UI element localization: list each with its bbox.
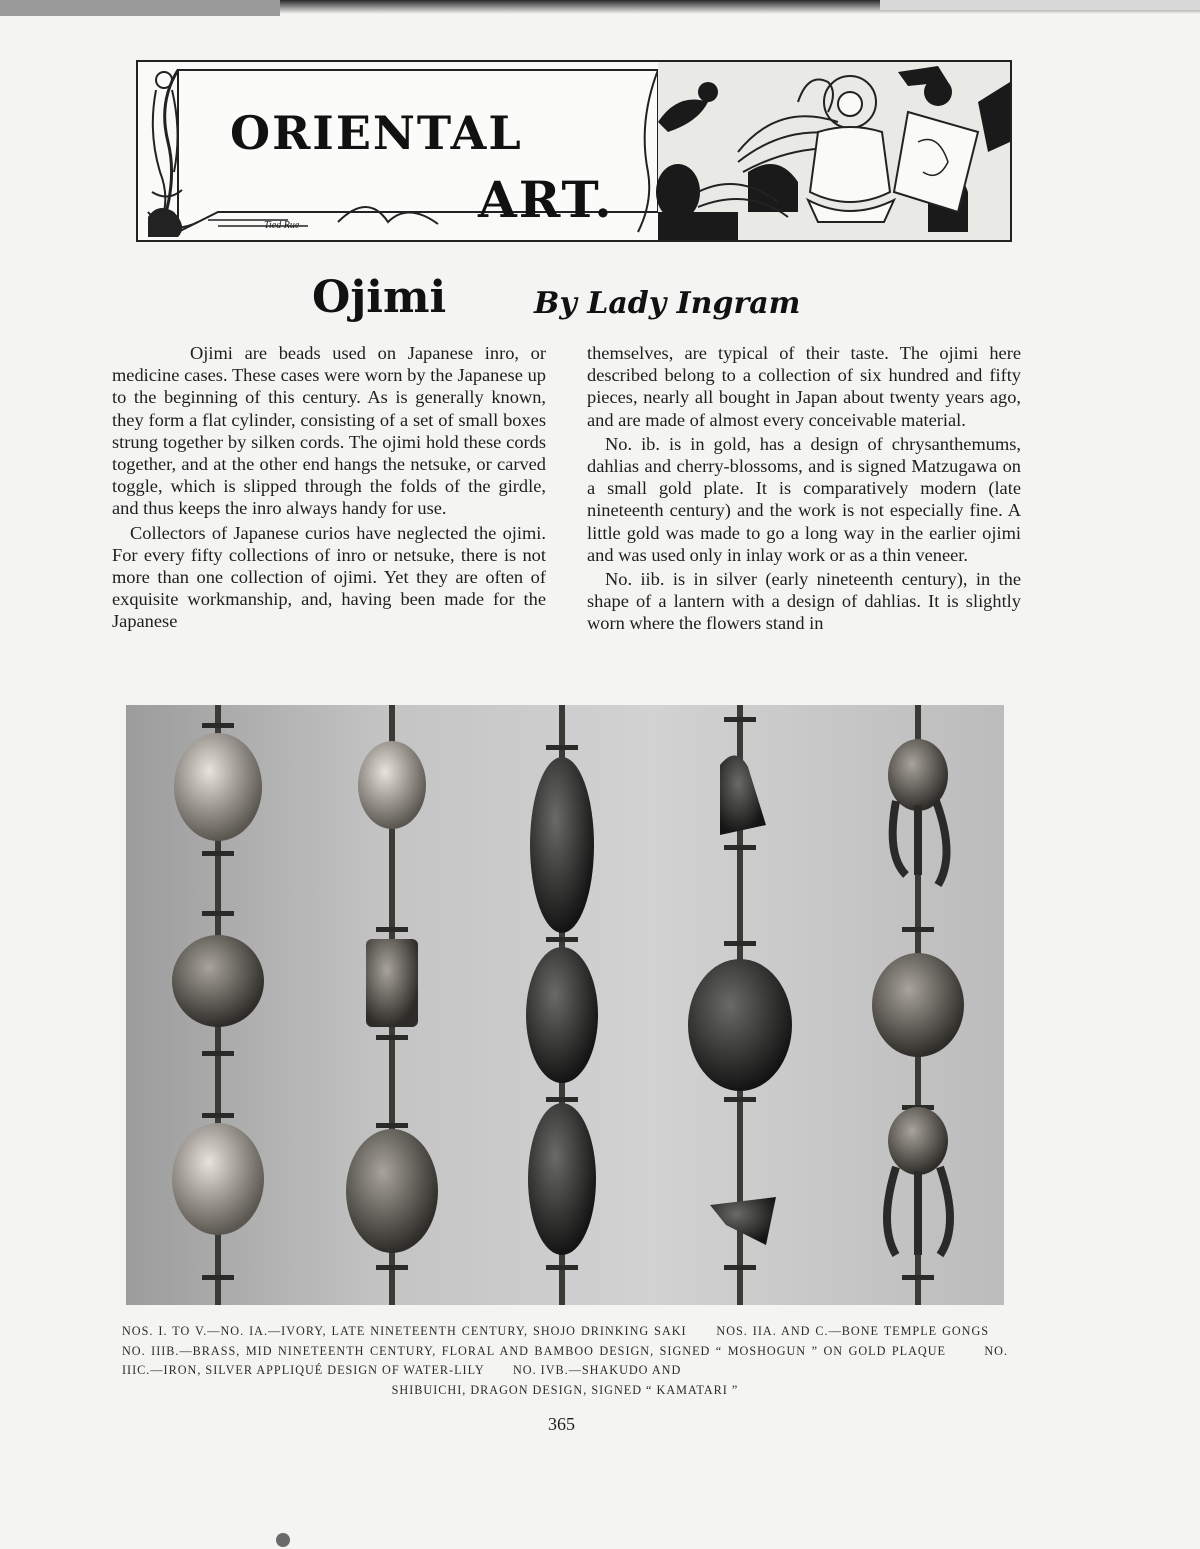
caption-segment: NOS. IIA. AND C.—BONE TEMPLE GONGS (716, 1324, 990, 1338)
paragraph: themselves, are typical of their taste. The ojimi here described belong to a collection of six hundred and fifty pieces, nearly all bought in Japan about twenty years ago, and are made of almost every conceivable material. (587, 343, 1021, 430)
paragraph: No. ib. is in gold, has a design of chrysanthemums, dahlias and cherry-blossoms, and is signed Matzugawa on a small gold plate. It is comparatively modern (late nineteenth century) and the work is not especially fine. A little gold was made to go a long way in the earlier ojimi and was used only in inlay work or as a thin veneer. (587, 433, 1021, 565)
page-number: 365 (548, 1414, 575, 1434)
oriental-art-banner (136, 60, 1012, 242)
article-byline: By Lady Ingram (534, 286, 801, 321)
paragraph: No. iib. is in silver (early nineteenth century), in the shape of a lantern with a design of dahlias. It is slightly worn where the flowers stand in (587, 569, 1021, 634)
caption-segment: NO. IVB.—SHAKUDO AND (512, 1363, 682, 1377)
caption-segment: NOS. I. TO V.—NO. IA.—IVORY, LATE NINETEENTH CENTURY, SHOJO DRINKING SAKI (122, 1324, 687, 1338)
ojimi-beads-photograph (126, 705, 1004, 1305)
text-column-left (112, 342, 546, 633)
caption-segment: NO. IIIB.—BRASS, MID NINETEENTH CENTURY, FLORAL AND BAMBOO DESIGN, SIGNED “ MOSHOGUN ” ON GOLD PLAQUE (122, 1343, 946, 1358)
banner-title-line1: ORIENTAL (230, 106, 523, 160)
caption-segment: SHIBUICHI, DRAGON DESIGN, SIGNED “ KAMATARI ” (391, 1382, 739, 1397)
beads-illustration (126, 705, 1004, 1305)
banner-title-line2: ART. (478, 170, 614, 229)
photo-caption (122, 1322, 1008, 1400)
paragraph: Collectors of Japanese curios have neglected the ojimi. For every fifty collections of inro or netsuke, there is not more than one collection of ojimi. Yet they are often of exquisite workmanship, and, having been made for the Japanese (112, 522, 546, 632)
caption-segment: NO. IIIC.—IRON, SILVER APPLIQUÉ DESIGN OF WATER-LILY (122, 1343, 1009, 1377)
page-top-edge (0, 0, 1200, 14)
page-blemish (276, 1533, 290, 1547)
paragraph: Ojimi are beads used on Japanese inro, or medicine cases. These cases were worn by the Japanese up to the beginning of this century. As is generally known, they form a flat cylinder, consisting of a set of small boxes strung together by silken cords. The ojimi hold these cords together, and at the other end hangs the netsuke, or carved toggle, which is slipped through the folds of the girdle, and thus keeps the inro always handy for use. (112, 343, 546, 519)
artist-signature: Tied Rue (264, 220, 300, 231)
article-title: Ojimi (312, 272, 447, 323)
text-column-right (587, 342, 1021, 635)
